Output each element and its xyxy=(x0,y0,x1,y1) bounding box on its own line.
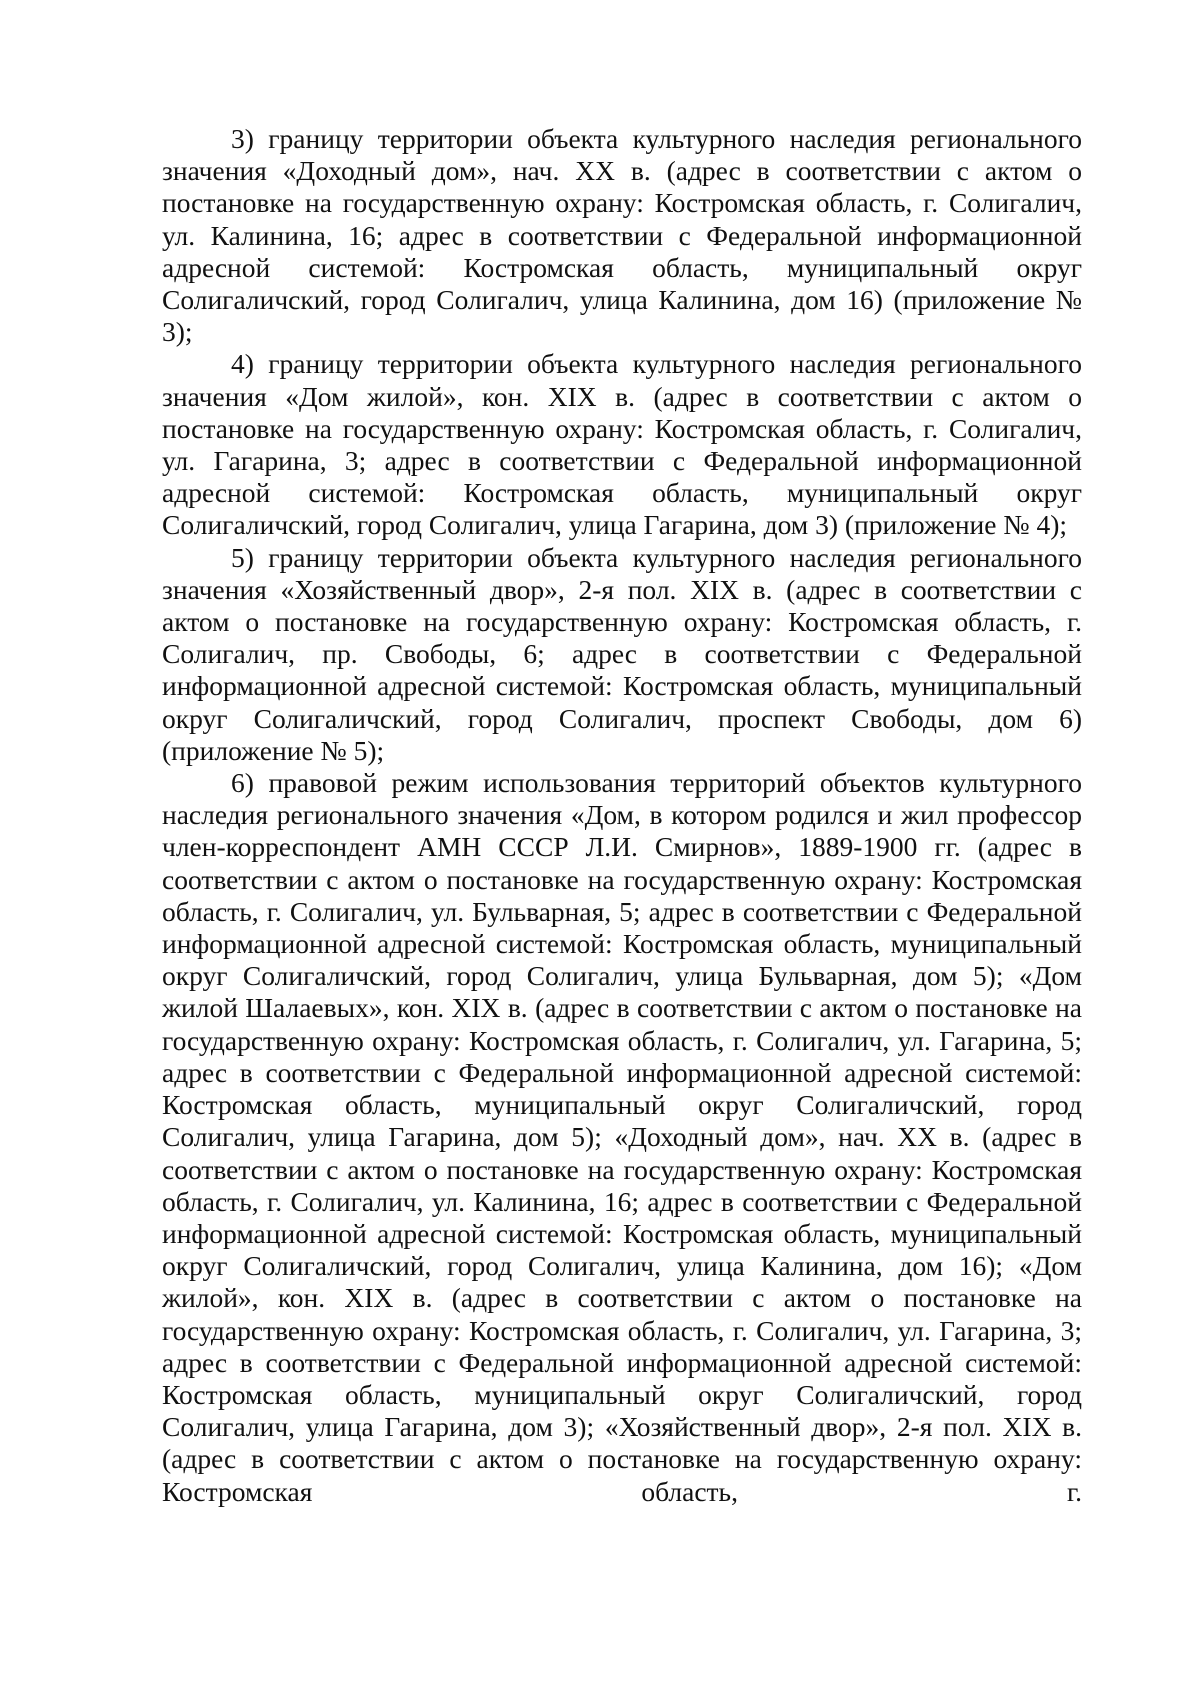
document-body xyxy=(162,123,1082,1508)
paragraph-item-6: 6) правовой режим использования территорий объектов культурного наследия регионального значения «Дом, в котором родился и жил профессор член-корреспондент АМН СССР Л.И. Смирнов», 1889-1900 гг. (адрес в соответствии с актом о постановке на государственную охрану: Костромская область, г. Солигалич, ул. Бульварная, 5; адрес в соответствии с Федеральной информационной адресной системой: Костромская область, муниципальный округ Солигаличский, город Солигалич, улица Бульварная, дом 5); «Дом жилой Шалаевых», кон. XIX в. (адрес в соответствии с актом о постановке на государственную охрану: Костромская область, г. Солигалич, ул. Гагарина, 5; адрес в соответствии с Федеральной информационной адресной системой: Костромская область, муниципальный округ Солигаличский, город Солигалич, улица Гагарина, дом 5); «Доходный дом», нач. XX в. (адрес в соответствии с актом о постановке на государственную охрану: Костромская область, г. Солигалич, ул. Калинина, 16; адрес в соответствии с Федеральной информационной адресной системой: Костромская область, муниципальный округ Солигаличский, город Солигалич, улица Калинина, дом 16); «Дом жилой», кон. XIX в. (адрес в соответствии с актом о постановке на государственную охрану: Костромская область, г. Солигалич, ул. Гагарина, 3; адрес в соответствии с Федеральной информационной адресной системой: Костромская область, муниципальный округ Солигаличский, город Солигалич, улица Гагарина, дом 3); «Хозяйственный двор», 2-я пол. XIX в. (адрес в соответствии с актом о постановке на государственную охрану: Костромская область, г. xyxy=(162,767,1082,1507)
paragraph-item-4: 4) границу территории объекта культурного наследия регионального значения «Дом жилой», кон. XIX в. (адрес в соответствии с актом о постановке на государственную охрану: Костромская область, г. Солигалич, ул. Гагарина, 3; адрес в соответствии с Федеральной информационной адресной системой: Костромская область, муниципальный округ Солигаличский, город Солигалич, улица Гагарина, дом 3) (приложение № 4); xyxy=(162,348,1082,541)
paragraph-item-5: 5) границу территории объекта культурного наследия регионального значения «Хозяйственный двор», 2-я пол. XIX в. (адрес в соответствии с актом о постановке на государственную охрану: Костромская область, г. Солигалич, пр. Свободы, 6; адрес в соответствии с Федеральной информационной адресной системой: Костромская область, муниципальный округ Солигаличский, город Солигалич, проспект Свободы, дом 6) (приложение № 5); xyxy=(162,541,1082,766)
paragraph-item-3: 3) границу территории объекта культурного наследия регионального значения «Доходный дом», нач. XX в. (адрес в соответствии с актом о постановке на государственную охрану: Костромская область, г. Солигалич, ул. Калинина, 16; адрес в соответствии с Федеральной информационной адресной системой: Костромская область, муниципальный округ Солигаличский, город Солигалич, улица Калинина, дом 16) (приложение № 3); xyxy=(162,123,1082,348)
